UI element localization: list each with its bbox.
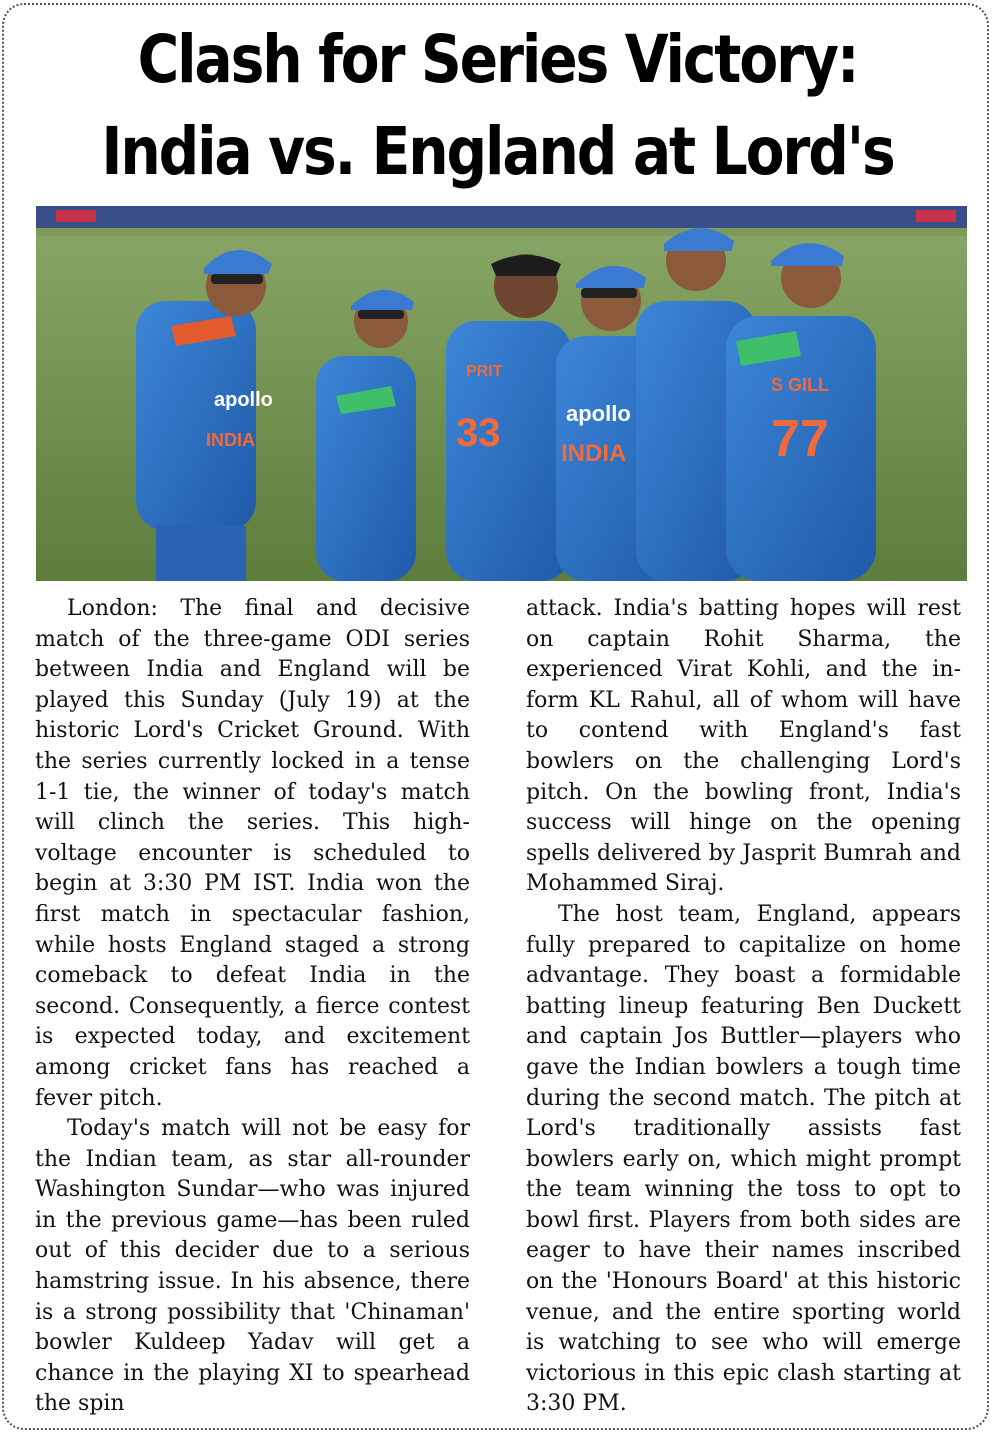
svg-text:S GILL: S GILL [771,375,829,395]
headline: Clash for Series Victory: India vs. England at Lord's [101,21,894,190]
svg-text:INDIA: INDIA [561,440,627,467]
svg-text:INDIA: INDIA [206,430,255,450]
svg-text:apollo: apollo [214,389,273,411]
svg-text:apollo: apollo [566,401,631,426]
team-celebration-image [36,206,967,581]
article-column-left [35,594,470,1420]
news-photo [36,206,967,581]
paragraph: attack. India's batting hopes will rest on captain Rohit Sharma, the experienced Virat Kohli, and the in-form KL Rahul, all of whom will have to contend with England's fast bowlers on the challenging Lord's pitch. On the bowling front, India's success will hinge on the opening spells delivered by Jasprit Bumrah and Mohammed Siraj. [526,596,961,897]
svg-text:PRIT: PRIT [466,363,503,380]
paragraph: London: The final and decisive match of the three-game ODI series between India and England will be played this Sunday (July 19) at the historic Lord's Cricket Ground. With the series currently locked in a tense 1-1 tie, the winner of today's match will clinch the series. This high-voltage encounter is scheduled to begin at 3:30 PM IST. India won the first match in spectacular fashion, while hosts England staged a strong comeback to defeat India in the second. Consequently, a fierce contest is expected today, and excitement among cricket fans has reached a fever pitch. [35,596,470,1111]
article-column-right [526,594,961,1420]
paragraph: The host team, England, appears fully prepared to capitalize on home advantage. They boast a formidable batting lineup featuring Ben Duckett and captain Jos Buttler—players who gave the Indian bowlers a tough time during the second match. The pitch at Lord's traditionally assists fast bowlers early on, which might prompt the team winning the toss to opt to bowl first. Players from both sides are eager to have their names inscribed on the 'Honours Board' at this historic venue, and the entire sporting world is watching to see who will emerge victorious in this epic clash starting at 3:30 PM. [526,901,961,1417]
svg-text:77: 77 [771,410,829,468]
svg-text:33: 33 [456,411,501,455]
paragraph: Today's match will not be easy for the Indian team, as star all-rounder Washington Sundar—who was injured in the previous game—has been ruled out of this decider due to a serious hamstring issue. In his absence, there is a strong possibility that 'Chinaman' bowler Kuldeep Yadav will get a chance in the playing XI to spearhead the spin [35,1116,470,1417]
